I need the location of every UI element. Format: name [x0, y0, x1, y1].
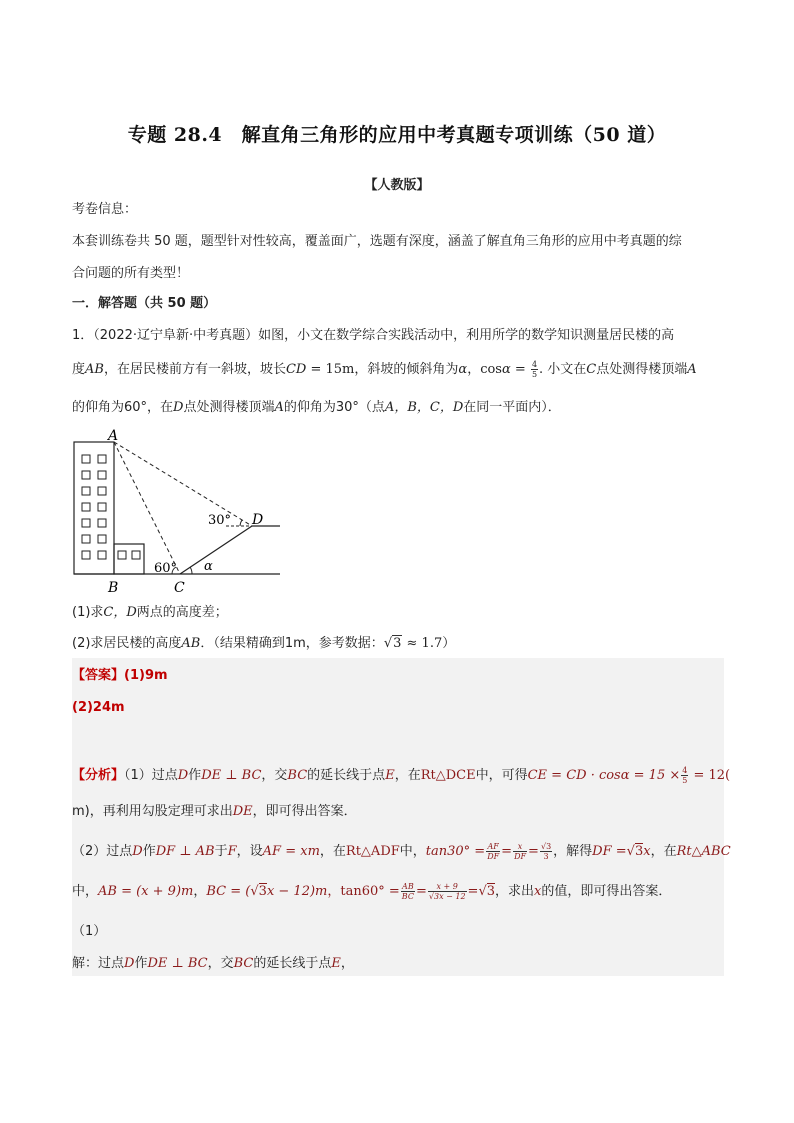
answer-line-2 [72, 698, 125, 718]
question-line-1: 1．（2022·辽宁阜新·中考真题）如图，小文在数学综合实践活动中，利用所学的数学知识测量居民楼的高 [72, 328, 675, 343]
analysis-label: 【分析】 [72, 768, 125, 783]
analysis-line-2: m)，再利用勾股定理可求出DE，即可得出答案． [72, 804, 357, 819]
angle-arc-alpha [190, 567, 192, 574]
sight-line-ad [114, 442, 252, 526]
answer-2: (2)24m [72, 700, 125, 715]
section-heading: 一．解答题（共 50 题） [72, 296, 217, 311]
answer-label: 【答案】 [72, 668, 125, 683]
label-angle-30: 30° [208, 513, 232, 528]
slope-cd [180, 526, 252, 574]
label-angle-alpha: α [204, 559, 213, 574]
intro-line-1: 本套训练卷共 50 题，题型针对性较高，覆盖面广，选题有深度，涵盖了解直角三角形的应用中考真题的综 [72, 234, 682, 249]
exam-info-label: 考卷信息： [72, 202, 138, 217]
analysis-line-3: （2）过点D作DF ⊥ AB于F，设AF = xm，在Rt△ADF中，tan30° = $\frac{AF}{DF}$ = $\frac{x}{DF}$ = $\frac{√3}{3}$ ，解得DF =√3x，在Rt△ABC [72, 842, 731, 861]
building [74, 442, 114, 574]
question-line-3: 的仰角为60°，在D点处测得楼顶端A的仰角为30°（点A，B，C，D在同一平面内）． [72, 400, 561, 415]
question-line-2: 度AB，在居民楼前方有一斜坡，坡长CD = 15m，斜坡的倾斜角为α，cosα = $\frac{4}{5}$ . 小文在C点处测得楼顶端A [72, 360, 697, 379]
fraction-4-5: $\frac{4}{5}$ [531, 360, 538, 379]
sqrt-3: √3 [383, 636, 402, 651]
answer-1: (1)9m [124, 668, 168, 683]
label-d: D [252, 512, 264, 528]
analysis-line-4: 中，AB = (x + 9)m，BC = (√3x − 12)m，tan60° = $\frac{AB}{BC}$ = $\frac{x + 9}{√3x - 12}$ =√3，求出x的值，即可得出答案． [72, 882, 672, 901]
fraction-4-5-analysis: $\frac{4}{5}$ [682, 766, 688, 785]
angle-arc-30 [240, 520, 242, 526]
geometry-figure [66, 424, 296, 596]
solution-line-1: 解：过点D作DE ⊥ BC，交BC的延长线于点E， [72, 956, 354, 971]
solution-part-1: （1） [72, 924, 107, 939]
edition-label: 【人教版】 [364, 178, 430, 193]
intro-line-2: 合问题的所有类型！ [72, 266, 190, 281]
answer-line-1 [72, 666, 168, 686]
label-angle-60: 60° [154, 561, 178, 576]
label-c: C [174, 580, 185, 596]
question-source: （2022·辽宁阜新·中考真题） [93, 328, 259, 343]
question-number: 1． [72, 328, 94, 343]
subquestion-2: (2)求居民楼的高度AB．（结果精确到1m，参考数据：√3 ≈ 1.7） [72, 636, 456, 651]
label-b: B [108, 580, 119, 596]
page-title: 专题 28.4 解直角三角形的应用中考真题专项训练（50 道） [127, 124, 667, 146]
subquestion-1: (1)求C，D两点的高度差； [72, 605, 228, 620]
analysis-line-1: 【分析】（1）过点D作DE ⊥ BC，交BC的延长线于点E，在Rt△DCE中，可得CE = CD · cosα = 15 × $\frac{4}{5}$ = 12( [72, 766, 731, 785]
label-a: A [108, 428, 119, 444]
